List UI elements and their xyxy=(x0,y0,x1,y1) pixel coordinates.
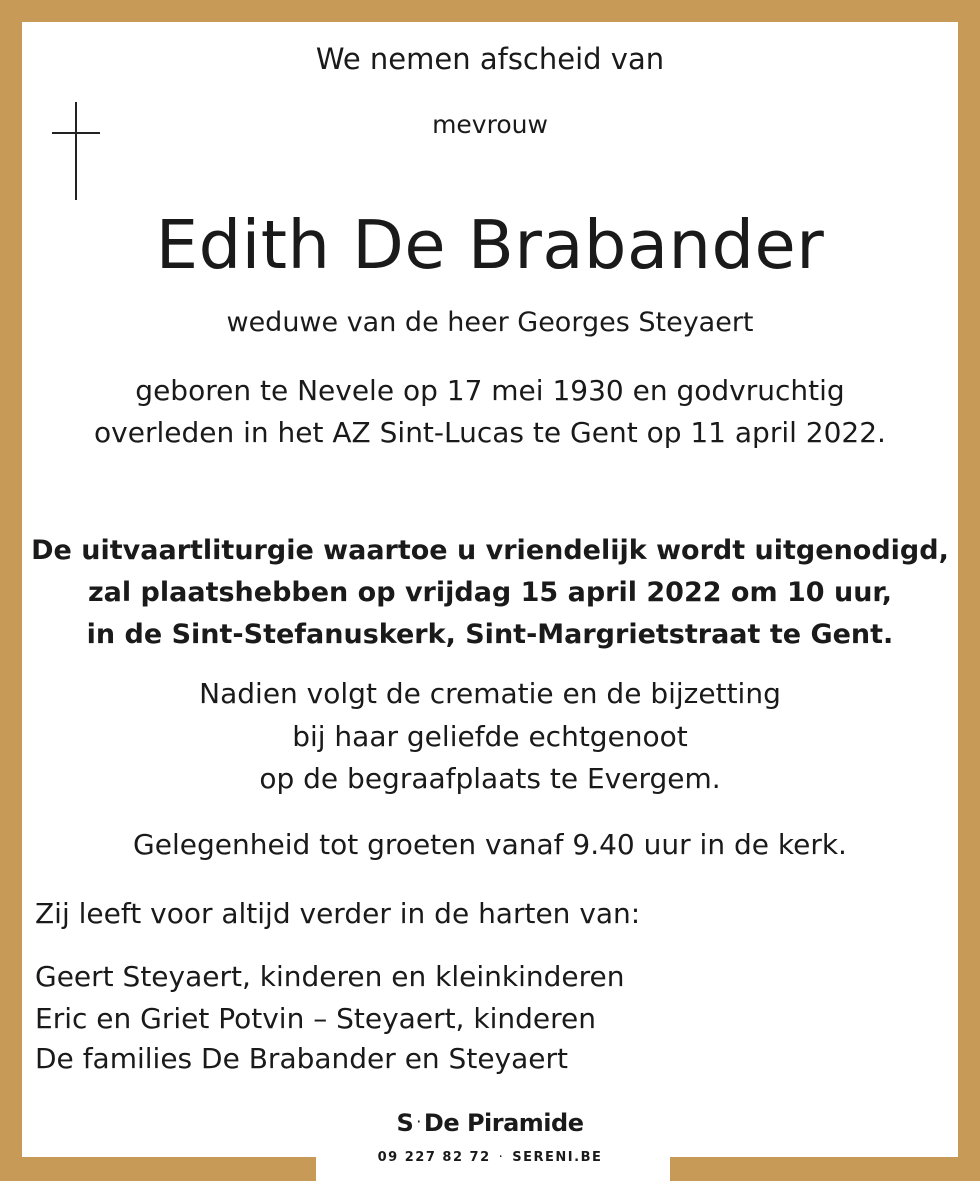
funeral-line: in de Sint-Stefanuskerk, Sint-Margrietstraat te Gent. xyxy=(86,619,894,650)
deceased-name: Edith De Brabander xyxy=(155,206,825,284)
logo-letter: S xyxy=(396,1109,414,1137)
intro-text: We nemen afscheid van xyxy=(315,42,665,76)
mourner-line: De families De Brabander en Steyaert xyxy=(35,1042,568,1075)
title-prefix: mevrouw xyxy=(432,110,548,139)
funeral-home-logo xyxy=(22,1109,958,1137)
afterwards-line: op de begraafplaats te Evergem. xyxy=(259,762,721,795)
mourner-line: Eric en Griet Potvin – Steyaert, kinderen xyxy=(35,1002,596,1035)
frame-bottom-right xyxy=(670,1157,958,1181)
birth-line: geboren te Nevele op 17 mei 1930 en godvruchtig xyxy=(135,374,845,407)
funeral-line: zal plaatshebben op vrijdag 15 april 2022 om 10 uur, xyxy=(87,577,893,608)
greeting-info: Gelegenheid tot groeten vanaf 9.40 uur in de kerk. xyxy=(133,828,847,861)
afterwards-line: bij haar geliefde echtgenoot xyxy=(292,720,688,753)
frame-bottom-left xyxy=(22,1157,316,1181)
website-link[interactable]: SERENI.BE xyxy=(512,1150,603,1165)
funeral-line: De uitvaartliturgie waartoe u vriendelijk wordt uitgenodigd, xyxy=(31,535,949,566)
lives-on-text: Zij leeft voor altijd verder in de harten van: xyxy=(35,897,641,930)
obituary-card xyxy=(22,22,958,1181)
contact-separator: · xyxy=(498,1150,505,1165)
mourner-line: Geert Steyaert, kinderen en kleinkinderen xyxy=(35,960,625,993)
afterwards-line: Nadien volgt de crematie en de bijzetting xyxy=(199,677,781,710)
logo-dot: · xyxy=(416,1112,421,1131)
phone-number: 09 227 82 72 xyxy=(377,1150,491,1165)
widow-line: weduwe van de heer Georges Steyaert xyxy=(226,307,754,338)
death-line: overleden in het AZ Sint-Lucas te Gent op 11 april 2022. xyxy=(94,416,886,449)
logo-name: De Piramide xyxy=(423,1109,584,1137)
